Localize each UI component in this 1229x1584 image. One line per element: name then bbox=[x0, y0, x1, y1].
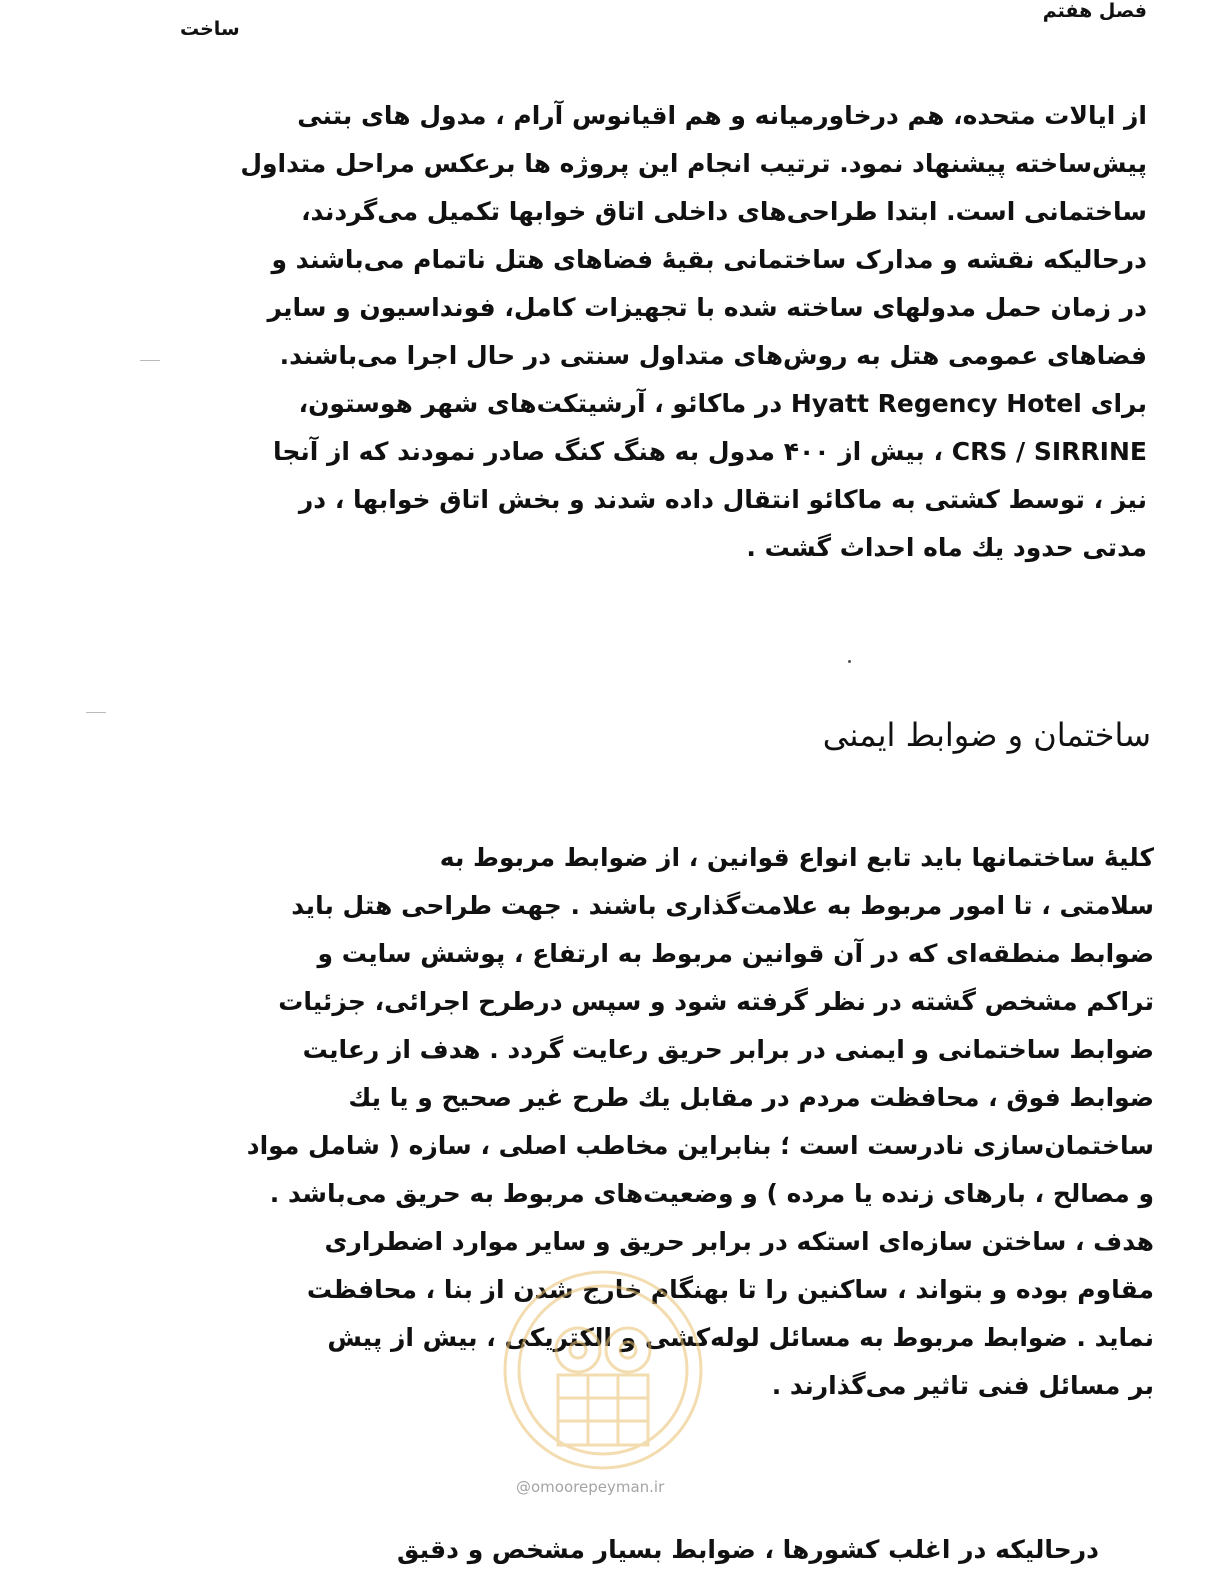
text-line: کلیهٔ ساختمانها باید تابع انواع قوانین ، از ضوابط مربوط به bbox=[439, 843, 1154, 872]
section-heading: ساختمان و ضوابط ایمنی bbox=[822, 716, 1151, 754]
chapter-title: فصل هفتم bbox=[1042, 0, 1147, 22]
scan-speck bbox=[848, 660, 851, 663]
text-line: CRS / SIRRINE ، بیش از ۴۰۰ مدول به هنگ کنگ صادر نمودند که از آنجا bbox=[272, 437, 1147, 466]
margin-mark bbox=[140, 360, 160, 361]
section-title: ساخت bbox=[180, 18, 240, 40]
text-line: ضوابط ساختمانی و ایمنی در برابر حریق رعایت گردد . هدف از رعایت bbox=[302, 1035, 1154, 1064]
watermark-text: @omoorepeyman.ir bbox=[516, 1478, 665, 1496]
text-line: نماید . ضوابط مربوط به مسائل لوله‌کشی و الکتریکی ، بیش از پیش bbox=[327, 1323, 1154, 1352]
paragraph-2 bbox=[189, 834, 1154, 1410]
text-line: ساختمان‌سازی نادرست است ؛ بنابراین مخاطب اصلی ، سازه ( شامل مواد bbox=[246, 1131, 1154, 1160]
text-line: هدف ، ساختن سازه‌ای استکه در برابر حریق و سایر موارد اضطراری bbox=[324, 1227, 1154, 1256]
text-line: پیش‌ساخته پیشنهاد نمود. ترتیب انجام این پروژه ها برعکس مراحل متداول bbox=[240, 149, 1147, 178]
margin-mark bbox=[86, 712, 106, 713]
text-line: ضوابط منطقه‌ای که در آن قوانین مربوط به ارتفاع ، پوشش سایت و bbox=[317, 939, 1154, 968]
text-line: بر مسائل فنی تاثیر می‌گذارند . bbox=[771, 1371, 1154, 1400]
text-line: و مصالح ، بارهای زنده یا مرده ) و وضعیت‌های مربوط به حریق می‌باشد . bbox=[269, 1179, 1154, 1208]
text-line: برای Hyatt Regency Hotel در ماکائو ، آرشیتکت‌های شهر هوستون، bbox=[298, 389, 1147, 418]
paragraph-3 bbox=[189, 1526, 1099, 1574]
text-line: تراکم مشخص گشته در نظر گرفته شود و سپس درطرح اجرائی، جزئیات bbox=[278, 987, 1154, 1016]
text-line: درحالیکه نقشه و مدارک ساختمانی بقیهٔ فضاهای هتل ناتمام می‌باشند و bbox=[271, 245, 1147, 274]
text-line: در زمان حمل مدولهای ساخته شده با تجهیزات کامل، فونداسیون و سایر bbox=[267, 293, 1147, 322]
text-line: سلامتی ، تا امور مربوط به علامت‌گذاری باشند . جهت طراحی هتل باید bbox=[291, 891, 1154, 920]
text-line: درحالیکه در اغلب کشورها ، ضوابط بسیار مشخص و دقیق bbox=[397, 1535, 1099, 1564]
paragraph-1 bbox=[187, 92, 1147, 572]
text-line: فضاهای عمومی هتل به روش‌های متداول سنتی در حال اجرا می‌باشند. bbox=[279, 341, 1147, 370]
text-line: ضوابط فوق ، محافظت مردم در مقابل یك طرح غیر صحیح و یا یك bbox=[348, 1083, 1154, 1112]
text-line: ساختمانی است. ابتدا طراحی‌های داخلی اتاق خوابها تکمیل می‌گردند، bbox=[301, 197, 1147, 226]
text-line: مقاوم بوده و بتواند ، ساکنین را تا بهنگام خارج شدن از بنا ، محافظت bbox=[306, 1275, 1154, 1304]
text-line: مدتی حدود یك ماه احداث گشت . bbox=[746, 533, 1147, 562]
text-line: نیز ، توسط کشتی به ماکائو انتقال داده شدند و بخش اتاق خوابها ، در bbox=[298, 485, 1147, 514]
text-line: از ایالات متحده، هم درخاورمیانه و هم اقیانوس آرام ، مدول های بتنی bbox=[297, 101, 1147, 130]
